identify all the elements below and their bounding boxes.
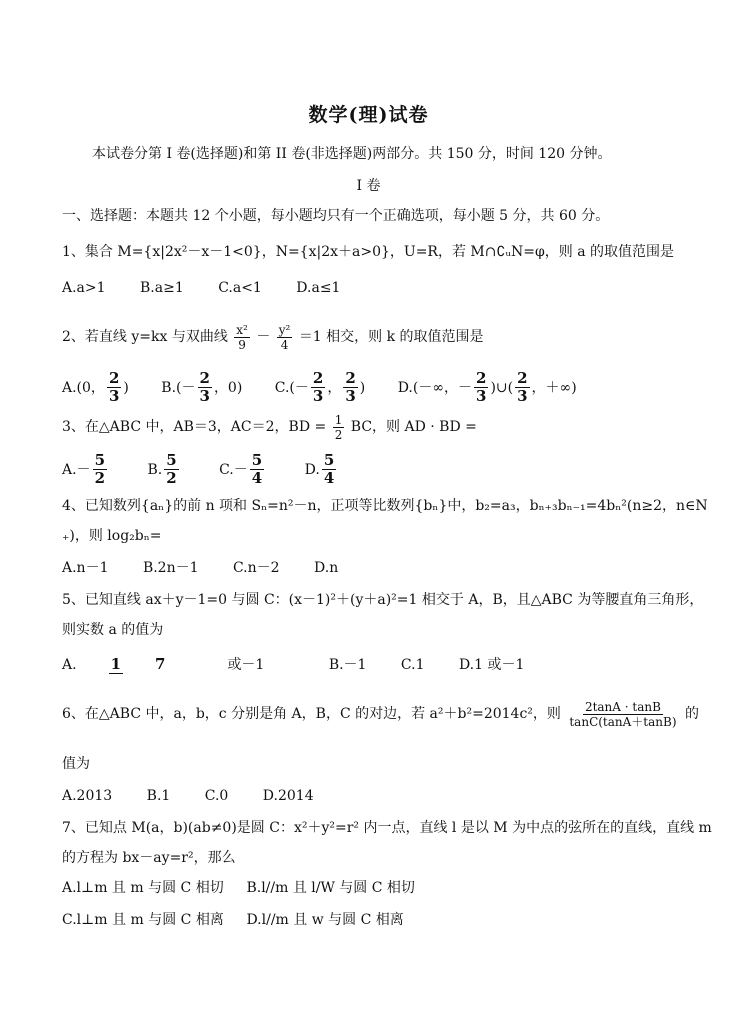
q4-option-c: C.n－2 <box>232 560 280 576</box>
q7-option-b: B.l//m 且 l/W 与圆 C 相切 <box>246 880 415 896</box>
intro-text: 本试卷分第 I 卷(选择题)和第 II 卷(非选择题)两部分。共 150 分，时间 120 分钟。 <box>92 146 612 162</box>
q3-stem <box>62 412 697 442</box>
q2-option-a: A.(0， $\frac{2}{3}$ ) <box>62 369 129 405</box>
q3-option-c: C.－ $\frac{5}{4}$ <box>219 451 263 487</box>
q3-option-a: A.－ $\frac{5}{2}$ <box>62 451 105 487</box>
q5-stem-line2: 则实数 a 的值为 <box>62 622 164 638</box>
q3-stem-post: BC，则 AD · BD = <box>350 419 477 435</box>
q4-option-a: A.n－1 <box>62 560 109 576</box>
q6-fraction: $\frac{2\tan A \cdot \tan B}{\tan C(\tan A+\tan B)}$ <box>569 699 677 729</box>
q6-stem-post: 的 <box>684 706 699 722</box>
q1-option-b: B.a≥1 <box>140 280 184 296</box>
q2-stem-pre: 2、若直线 y=kx 与双曲线 <box>62 329 228 345</box>
q2-option-c: C.(－ $\frac{2}{3}$ ， $\frac{2}{3}$ ) <box>274 369 366 405</box>
q3-options <box>62 452 697 487</box>
q4-options <box>62 558 697 578</box>
q5-option-c: C.1 <box>400 657 425 673</box>
q2-minus: － <box>256 329 271 345</box>
q1-stem: 1、集合 M={x|2x²－x－1<0}，N={x|2x＋a>0}，U=R，若 M∩∁ᵤN=φ，则 a 的取值范围是 <box>62 244 675 260</box>
q6-option-c: C.0 <box>204 788 229 804</box>
q6-options <box>62 786 697 806</box>
q7-option-a: A.l⊥m 且 m 与圆 C 相切 <box>62 880 224 896</box>
q6-stem-line2: 值为 <box>62 756 90 772</box>
q6-option-b: B.1 <box>146 788 171 804</box>
q3-stem-pre: 3、在△ABC 中，AB＝3，AC＝2，BD = <box>62 419 327 435</box>
q3-fraction: $\frac{1}{2}$ <box>334 412 343 442</box>
section-header: 一、选择题：本题共 12 个小题，每小题均只有一个正确选项，每小题 5 分，共 60 分。 <box>62 208 610 224</box>
q2-fraction-x: $\frac{\text{x²}}{9}$ <box>236 322 248 352</box>
q4-stem-line1: 4、已知数列{aₙ}的前 n 项和 Sₙ=n²－n，正项等比数列{bₙ}中，b₂=a₃，bₙ₊₃bₙ₋₁=4bₙ²(n≥2，n∈N <box>62 498 708 514</box>
q2-fraction-y: $\frac{\text{y²}}{4}$ <box>278 322 291 352</box>
q1-option-c: C.a<1 <box>218 280 262 296</box>
q3-option-b: B. $\frac{5}{2}$ <box>147 451 177 487</box>
q1-option-a: A.a>1 <box>62 280 106 296</box>
q4-option-d: D.n <box>314 560 339 576</box>
q6-stem <box>62 696 697 732</box>
q2-option-d: D.(－∞，－ $\frac{2}{3}$ )∪( $\frac{2}{3}$ ，＋∞) <box>397 369 577 405</box>
q7-stem-line2: 的方程为 bx－ay=r²，那么 <box>62 850 236 866</box>
q5-stem-line1: 5、已知直线 ax＋y－1=0 与圆 C：(x－1)²＋(y＋a)²=1 相交于 A，B，且△ABC 为等腰直角三角形， <box>62 592 704 608</box>
q7-stem-line1: 7、已知点 M(a，b)(ab≠0)是圆 C：x²＋y²=r² 内一点，直线 l 是以 M 为中点的弦所在的直线，直线 m <box>62 820 712 836</box>
q5-option-b: B.－1 <box>328 657 367 673</box>
q2-options <box>62 370 697 405</box>
q4-option-b: B.2n－1 <box>142 560 199 576</box>
exam-title: 数学(理)试卷 <box>308 104 429 126</box>
q6-option-a: A.2013 <box>62 788 113 804</box>
q5-option-d: D.1 或－1 <box>458 657 525 673</box>
q5-option-a: A. 1 7 或－1 <box>62 655 265 673</box>
q2-stem <box>62 322 697 352</box>
q4-stem-line2: ₊)，则 log₂bₙ= <box>62 528 162 544</box>
q7-option-c: C.l⊥m 且 m 与圆 C 相离 <box>62 912 224 928</box>
q7-options-row1 <box>62 878 697 898</box>
q3-option-d: D. $\frac{5}{4}$ <box>304 451 335 487</box>
q2-stem-post: ＝1 相交，则 k 的取值范围是 <box>298 329 484 345</box>
q7-options-row2 <box>62 910 697 930</box>
part-label: I 卷 <box>356 178 381 194</box>
q1-option-d: D.a≤1 <box>296 280 341 296</box>
q6-stem-pre: 6、在△ABC 中，a，b，c 分别是角 A，B，C 的对边，若 a²＋b²=2014c²，则 <box>62 706 561 722</box>
q2-option-b: B.(－ $\frac{2}{3}$ ，0) <box>161 369 243 405</box>
q7-option-d: D.l//m 且 w 与圆 C 相离 <box>246 912 404 928</box>
q6-option-d: D.2014 <box>262 788 314 804</box>
q5-options <box>62 648 697 682</box>
q1-options <box>62 278 697 298</box>
